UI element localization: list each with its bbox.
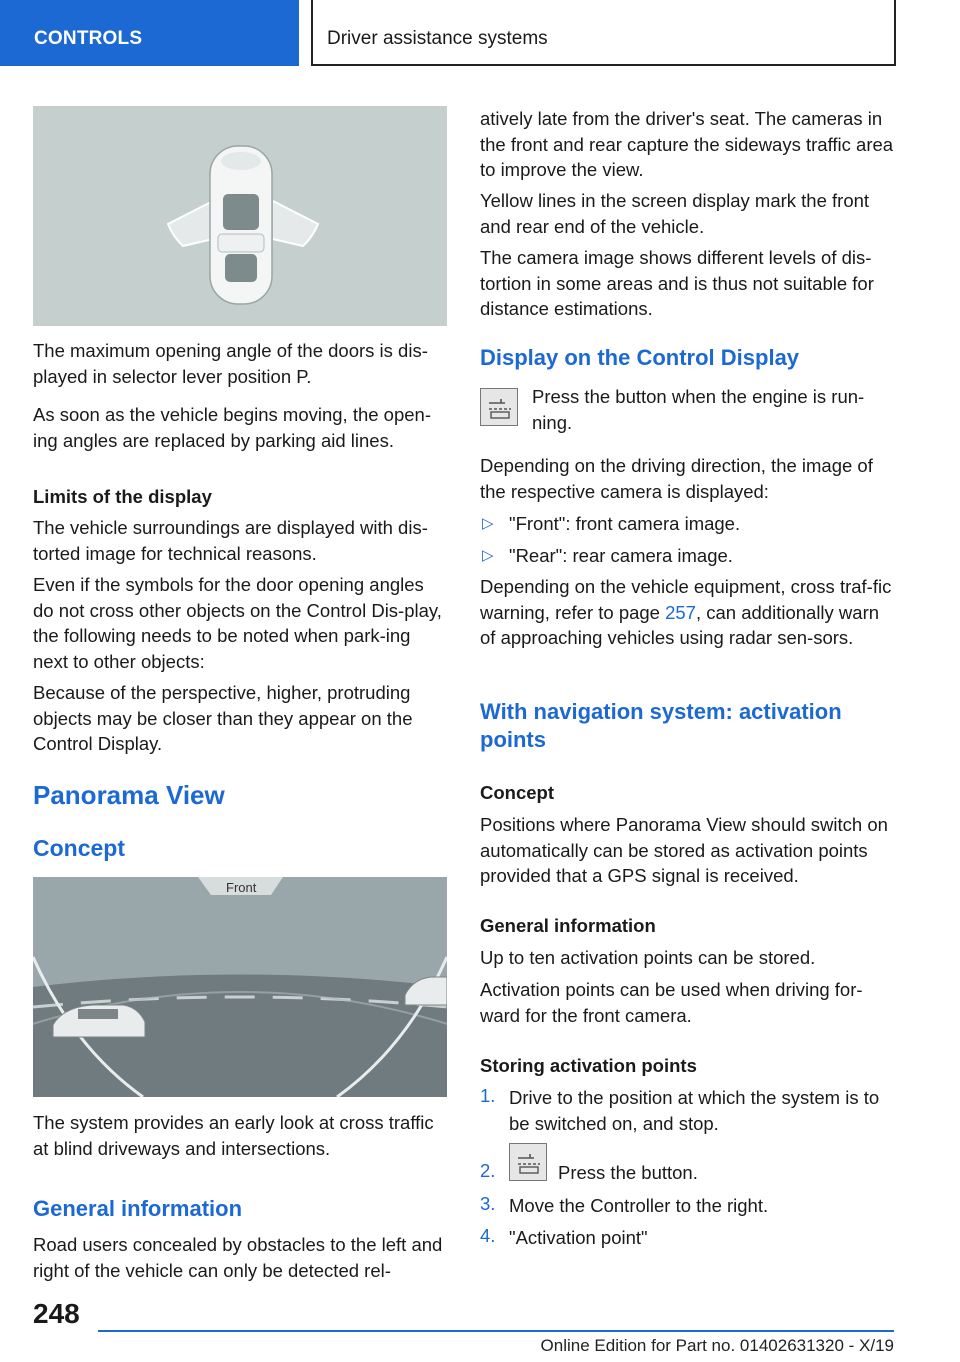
equipment-text-a: Depending on the vehicle equipment, cross traf-fic warning, refer to page: [480, 576, 892, 623]
concept-heading: Concept: [33, 835, 125, 861]
section-tab: CONTROLS: [0, 0, 299, 66]
general-information-heading: General information: [33, 1196, 243, 1221]
paragraph-continued: atively late from the driver's seat. The cameras in the front and rear capture the sideways traffic area to improve the view.: [480, 108, 894, 180]
step-number: 1.: [480, 1085, 496, 1106]
step-number: 3.: [480, 1193, 496, 1214]
paragraph-symbols: Even if the symbols for the door opening angles do not cross other objects on the Control Dis-play, the following needs to be noted when park-ing next to other objects:: [33, 574, 442, 672]
door-angle-illustration: [33, 106, 447, 326]
step-number: 2.: [480, 1160, 496, 1181]
footer-divider: [98, 1330, 894, 1332]
paragraph-ten-points: Up to ten activation points can be stored.: [480, 947, 816, 968]
bullet-rear: "Rear": rear camera image.: [509, 545, 733, 566]
bullet-marker: ▷: [482, 515, 494, 532]
paragraph-forward: Activation points can be used when driving for-ward for the front camera.: [480, 979, 863, 1026]
step-number: 4.: [480, 1225, 496, 1246]
paragraph-equipment: [480, 574, 894, 651]
front-camera-label: Front: [226, 880, 257, 895]
limits-heading: Limits of the display: [33, 486, 212, 507]
step-3-text: Move the Controller to the right.: [509, 1195, 769, 1216]
panorama-view-heading: Panorama View: [33, 780, 225, 810]
car-top-view-icon: [33, 106, 447, 326]
display-control-heading: Display on the Control Display: [480, 345, 800, 370]
bullet-front: "Front": front camera image.: [509, 513, 741, 534]
navigation-activation-heading: With navigation system: activation points: [480, 699, 842, 752]
concept-subheading: Concept: [480, 782, 554, 803]
road-scene-icon: [33, 877, 447, 1097]
bullet-marker: ▷: [482, 547, 494, 564]
parking-camera-button-icon: [509, 1143, 547, 1181]
paragraph-moving: As soon as the vehicle begins moving, the open-ing angles are replaced by parking aid lines.: [33, 404, 431, 451]
paragraph-press-engine: Press the button when the engine is run-ning.: [532, 386, 865, 433]
paragraph-distortion: The camera image shows different levels of dis-tortion in some areas and is thus not suitable for distance estimations.: [480, 247, 874, 319]
paragraph-yellow-lines: Yellow lines in the screen display mark the front and rear end of the vehicle.: [480, 190, 870, 237]
paragraph-doors-angle: The maximum opening angle of the doors is dis-played in selector lever position P.: [33, 340, 428, 387]
panorama-camera-illustration: [33, 877, 447, 1097]
paragraph-perspective: Because of the perspective, higher, protruding objects may be closer than they appear on the Control Display.: [33, 682, 413, 754]
general-subheading: General information: [480, 915, 656, 936]
paragraph-positions: Positions where Panorama View should switch on automatically can be stored as activation points provided that a GPS signal is received.: [480, 814, 888, 886]
page-number: 248: [33, 1298, 80, 1329]
step-2-text: Press the button.: [558, 1162, 698, 1183]
paragraph-road-users: Road users concealed by obstacles to the left and right of the vehicle can only be detected rel-: [33, 1234, 443, 1281]
paragraph-early-look: The system provides an early look at cross traffic at blind driveways and intersections.: [33, 1112, 434, 1159]
page-reference-link[interactable]: 257: [665, 601, 696, 623]
step-4-text: "Activation point": [509, 1227, 648, 1248]
paragraph-distorted: The vehicle surroundings are displayed with dis-torted image for technical reasons.: [33, 517, 428, 564]
paragraph-depending: Depending on the driving direction, the image of the respective camera is displayed:: [480, 455, 873, 502]
equipment-text-b: , can additionally warn of approaching vehicles using radar sen-sors.: [480, 601, 880, 648]
edition-footer: Online Edition for Part no. 01402631320 - X/19: [540, 1336, 894, 1355]
storing-subheading: Storing activation points: [480, 1055, 697, 1076]
step-1-text: Drive to the position at which the system is to be switched on, and stop.: [509, 1087, 880, 1134]
chapter-title: Driver assistance systems: [311, 0, 896, 66]
parking-camera-button-icon: [480, 388, 518, 426]
